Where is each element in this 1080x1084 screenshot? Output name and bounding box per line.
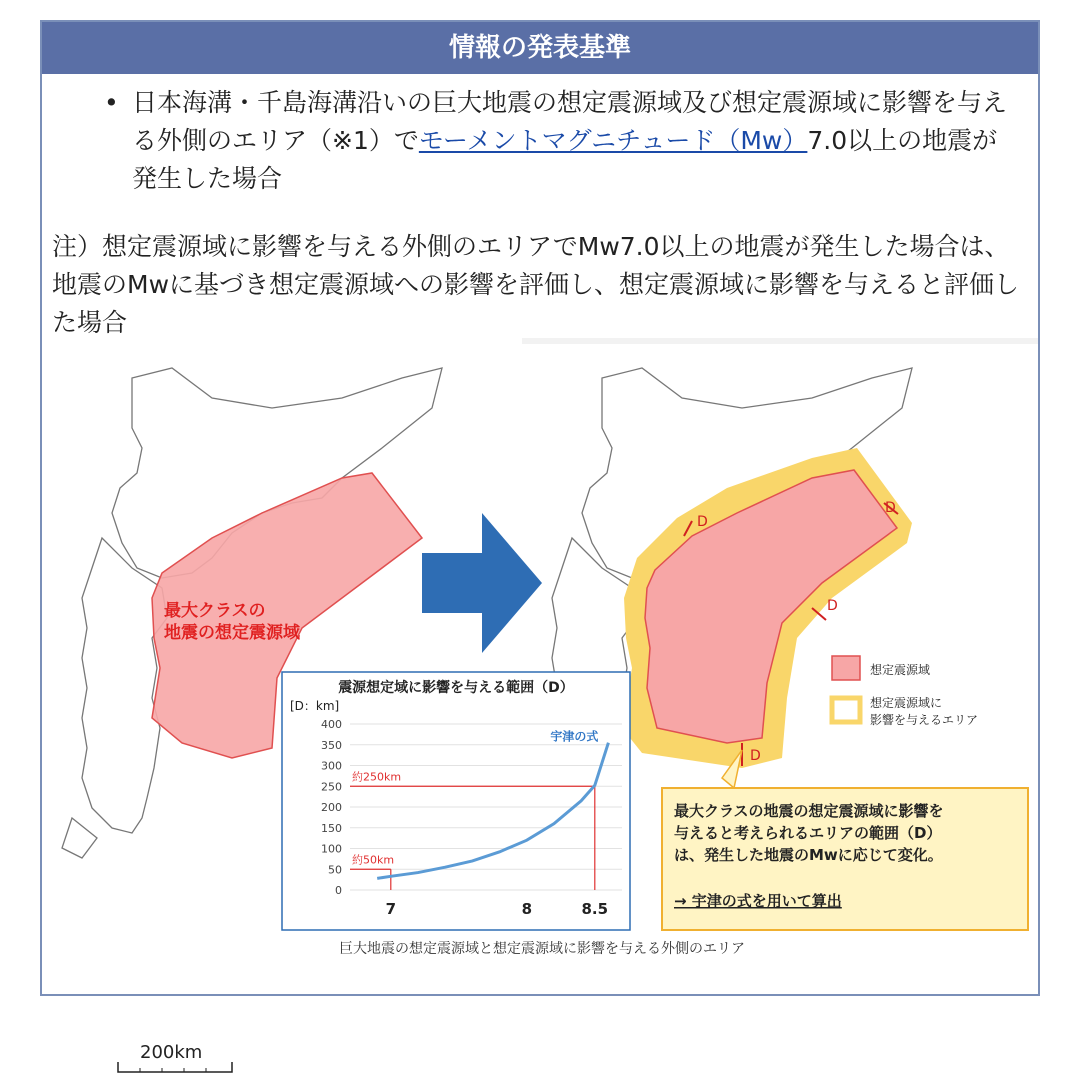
figure-caption: 巨大地震の想定震源域と想定震源域に影響を与える外側のエリア xyxy=(339,941,745,957)
chart-ytick-label: 400 xyxy=(321,718,342,731)
figure-svg xyxy=(42,338,1040,938)
chart-ytick-label: 100 xyxy=(321,842,342,856)
legend-item-buffer-2: 影響を与えるエリア xyxy=(870,713,979,727)
chart-xtick-label: 8.5 xyxy=(581,900,609,918)
chart-ytick-label: 350 xyxy=(321,738,342,752)
chart-ytick-label: 200 xyxy=(321,801,342,814)
chart-title: 震源想定域に影響を与える範囲（D） xyxy=(338,680,574,696)
chart-xtick-label: 8 xyxy=(521,900,533,918)
panel-title: 情報の発表基準 xyxy=(42,22,1038,74)
legend-item-buffer-1: 想定震源域に xyxy=(870,696,943,710)
figure xyxy=(42,338,1040,938)
moment-magnitude-link[interactable]: モーメントマグニチュード（Mw） xyxy=(418,126,808,155)
left-label-line1: 最大クラスの xyxy=(164,601,266,621)
chart-xtick-label: 7 xyxy=(385,900,397,918)
callout-line-4: → 宇津の式を用いて算出 xyxy=(674,892,842,910)
bullet-text-before: 日本海溝・千島海溝沿いの巨大地震の想定震源域及び想定震源域に影響を与える外側のエリア（※1）で xyxy=(132,88,1008,155)
scale-label: 200km xyxy=(140,1042,203,1063)
bullet-text xyxy=(132,84,1014,198)
transition-arrow xyxy=(422,513,542,653)
chart-ytick-label: 50 xyxy=(328,863,342,877)
left-label-line2: 地震の想定震源域 xyxy=(164,623,300,643)
d-label-2: D xyxy=(885,500,896,516)
note-text: 注）想定震源域に影響を与える外側のエリアでMw7.0以上の地震が発生した場合は、地震のMwに基づき想定震源域への影響を評価し、想定震源域に影響を与えると評価した場合 xyxy=(52,232,1020,337)
bullet-text-after: 7.0以上の地震が発生した場合 xyxy=(132,126,998,193)
callout-line-3: は、発生した地震のMwに応じて変化。 xyxy=(674,846,943,864)
bullet-dot: • xyxy=(104,88,119,117)
chart-ytick-label: 0 xyxy=(335,884,342,897)
d-label-4: D xyxy=(750,748,761,764)
d-label-1: D xyxy=(697,514,708,530)
chart-annotation-label: 約50km xyxy=(352,853,395,867)
d-label-3: D xyxy=(827,598,838,614)
info-panel xyxy=(40,20,1040,996)
chart-ytick-label: 250 xyxy=(321,780,342,794)
callout-line-1: 最大クラスの地震の想定震源域に影響を xyxy=(674,802,944,820)
callout-line-2: 与えると考えられるエリアの範囲（D） xyxy=(674,824,942,842)
chart-series-label: 宇津の式 xyxy=(550,729,599,744)
chart-annotation-label: 約250km xyxy=(352,770,402,784)
legend-swatch-buffer xyxy=(832,698,860,722)
criteria-bullet xyxy=(104,84,1014,198)
legend-swatch-source xyxy=(832,656,860,680)
chart-ytick-label: 300 xyxy=(321,759,342,773)
chart-ylabel: [D：km] xyxy=(290,699,340,713)
legend-item-source: 想定震源域 xyxy=(870,663,931,677)
map-scale xyxy=(110,1040,250,1080)
chart-ytick-label: 150 xyxy=(321,821,342,835)
